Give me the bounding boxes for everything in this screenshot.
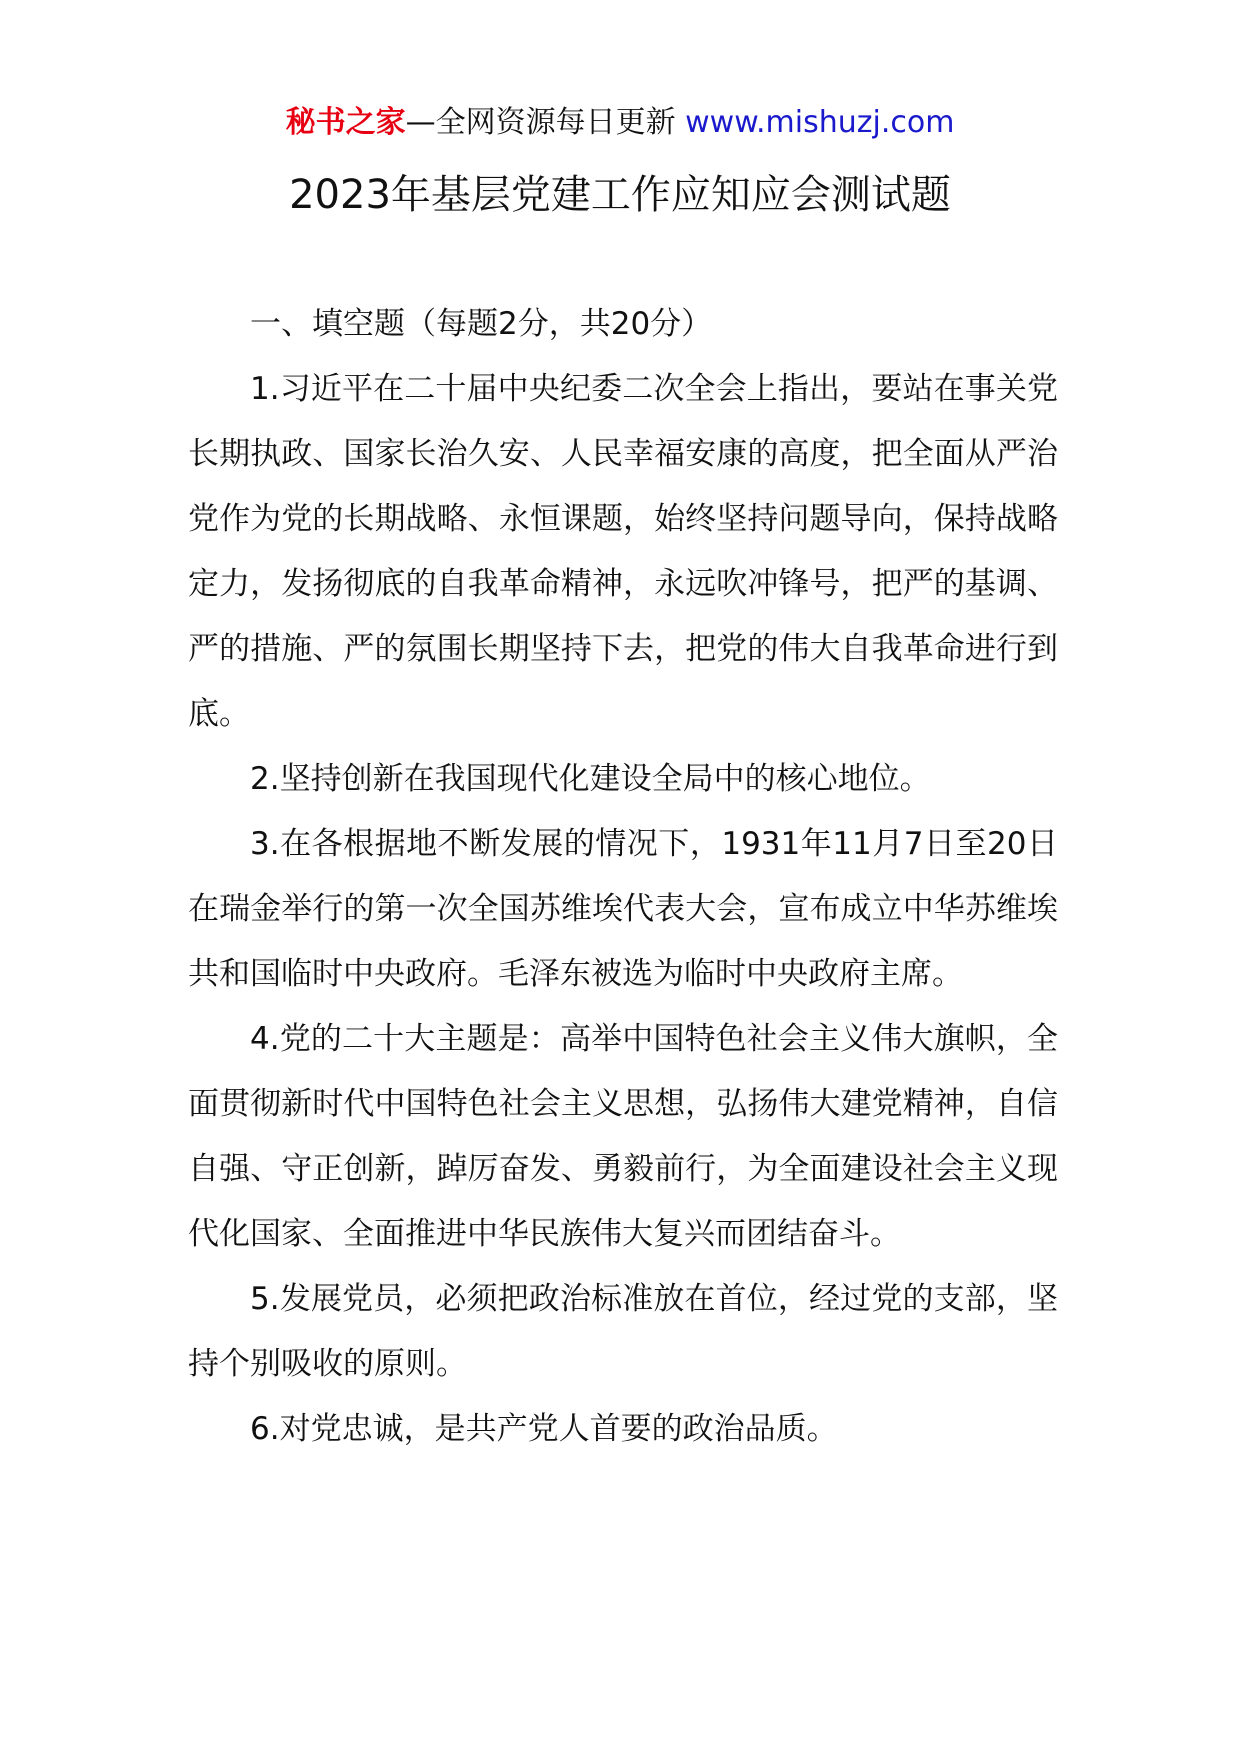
site-url-link[interactable]: www.mishuzj.com [685, 105, 955, 140]
question-item-3: 3.在各根据地不断发展的情况下，1931年11月7日至20日在瑞金举行的第一次全国苏维埃代表大会，宣布成立中华苏维埃共和国临时中央政府。毛泽东被选为临时中央政府主席。 [188, 826, 1058, 992]
site-header [0, 100, 1240, 146]
question-item-4: 4.党的二十大主题是：高举中国特色社会主义伟大旗帜，全面贯彻新时代中国特色社会主义思想，弘扬伟大建党精神，自信自强、守正创新，踔厉奋发、勇毅前行，为全面建设社会主义现代化国家、全面推进中华民族伟大复兴而团结奋斗。 [188, 1021, 1058, 1252]
document-body [188, 292, 1058, 1462]
brand-name: 秘书之家 [285, 105, 406, 140]
section-heading: 一、填空题（每题2分，共20分） [250, 306, 713, 342]
header-tagline: —全网资源每日更新 [405, 105, 676, 140]
question-item-1: 1.习近平在二十届中央纪委二次全会上指出，要站在事关党长期执政、国家长治久安、人民幸福安康的高度，把全面从严治党作为党的长期战略、永恒课题，始终坚持问题导向，保持战略定力，发扬彻底的自我革命精神，永远吹冲锋号，把严的基调、严的措施、严的氛围长期坚持下去，把党的伟大自我革命进行到底。 [188, 371, 1058, 732]
question-item-2: 2.坚持创新在我国现代化建设全局中的核心地位。 [250, 761, 931, 797]
document-title: 2023年基层党建工作应知应会测试题 [289, 172, 951, 218]
question-item-6: 6.对党忠诚，是共产党人首要的政治品质。 [250, 1411, 838, 1447]
question-item-5: 5.发展党员，必须把政治标准放在首位，经过党的支部，坚持个别吸收的原则。 [188, 1281, 1058, 1382]
